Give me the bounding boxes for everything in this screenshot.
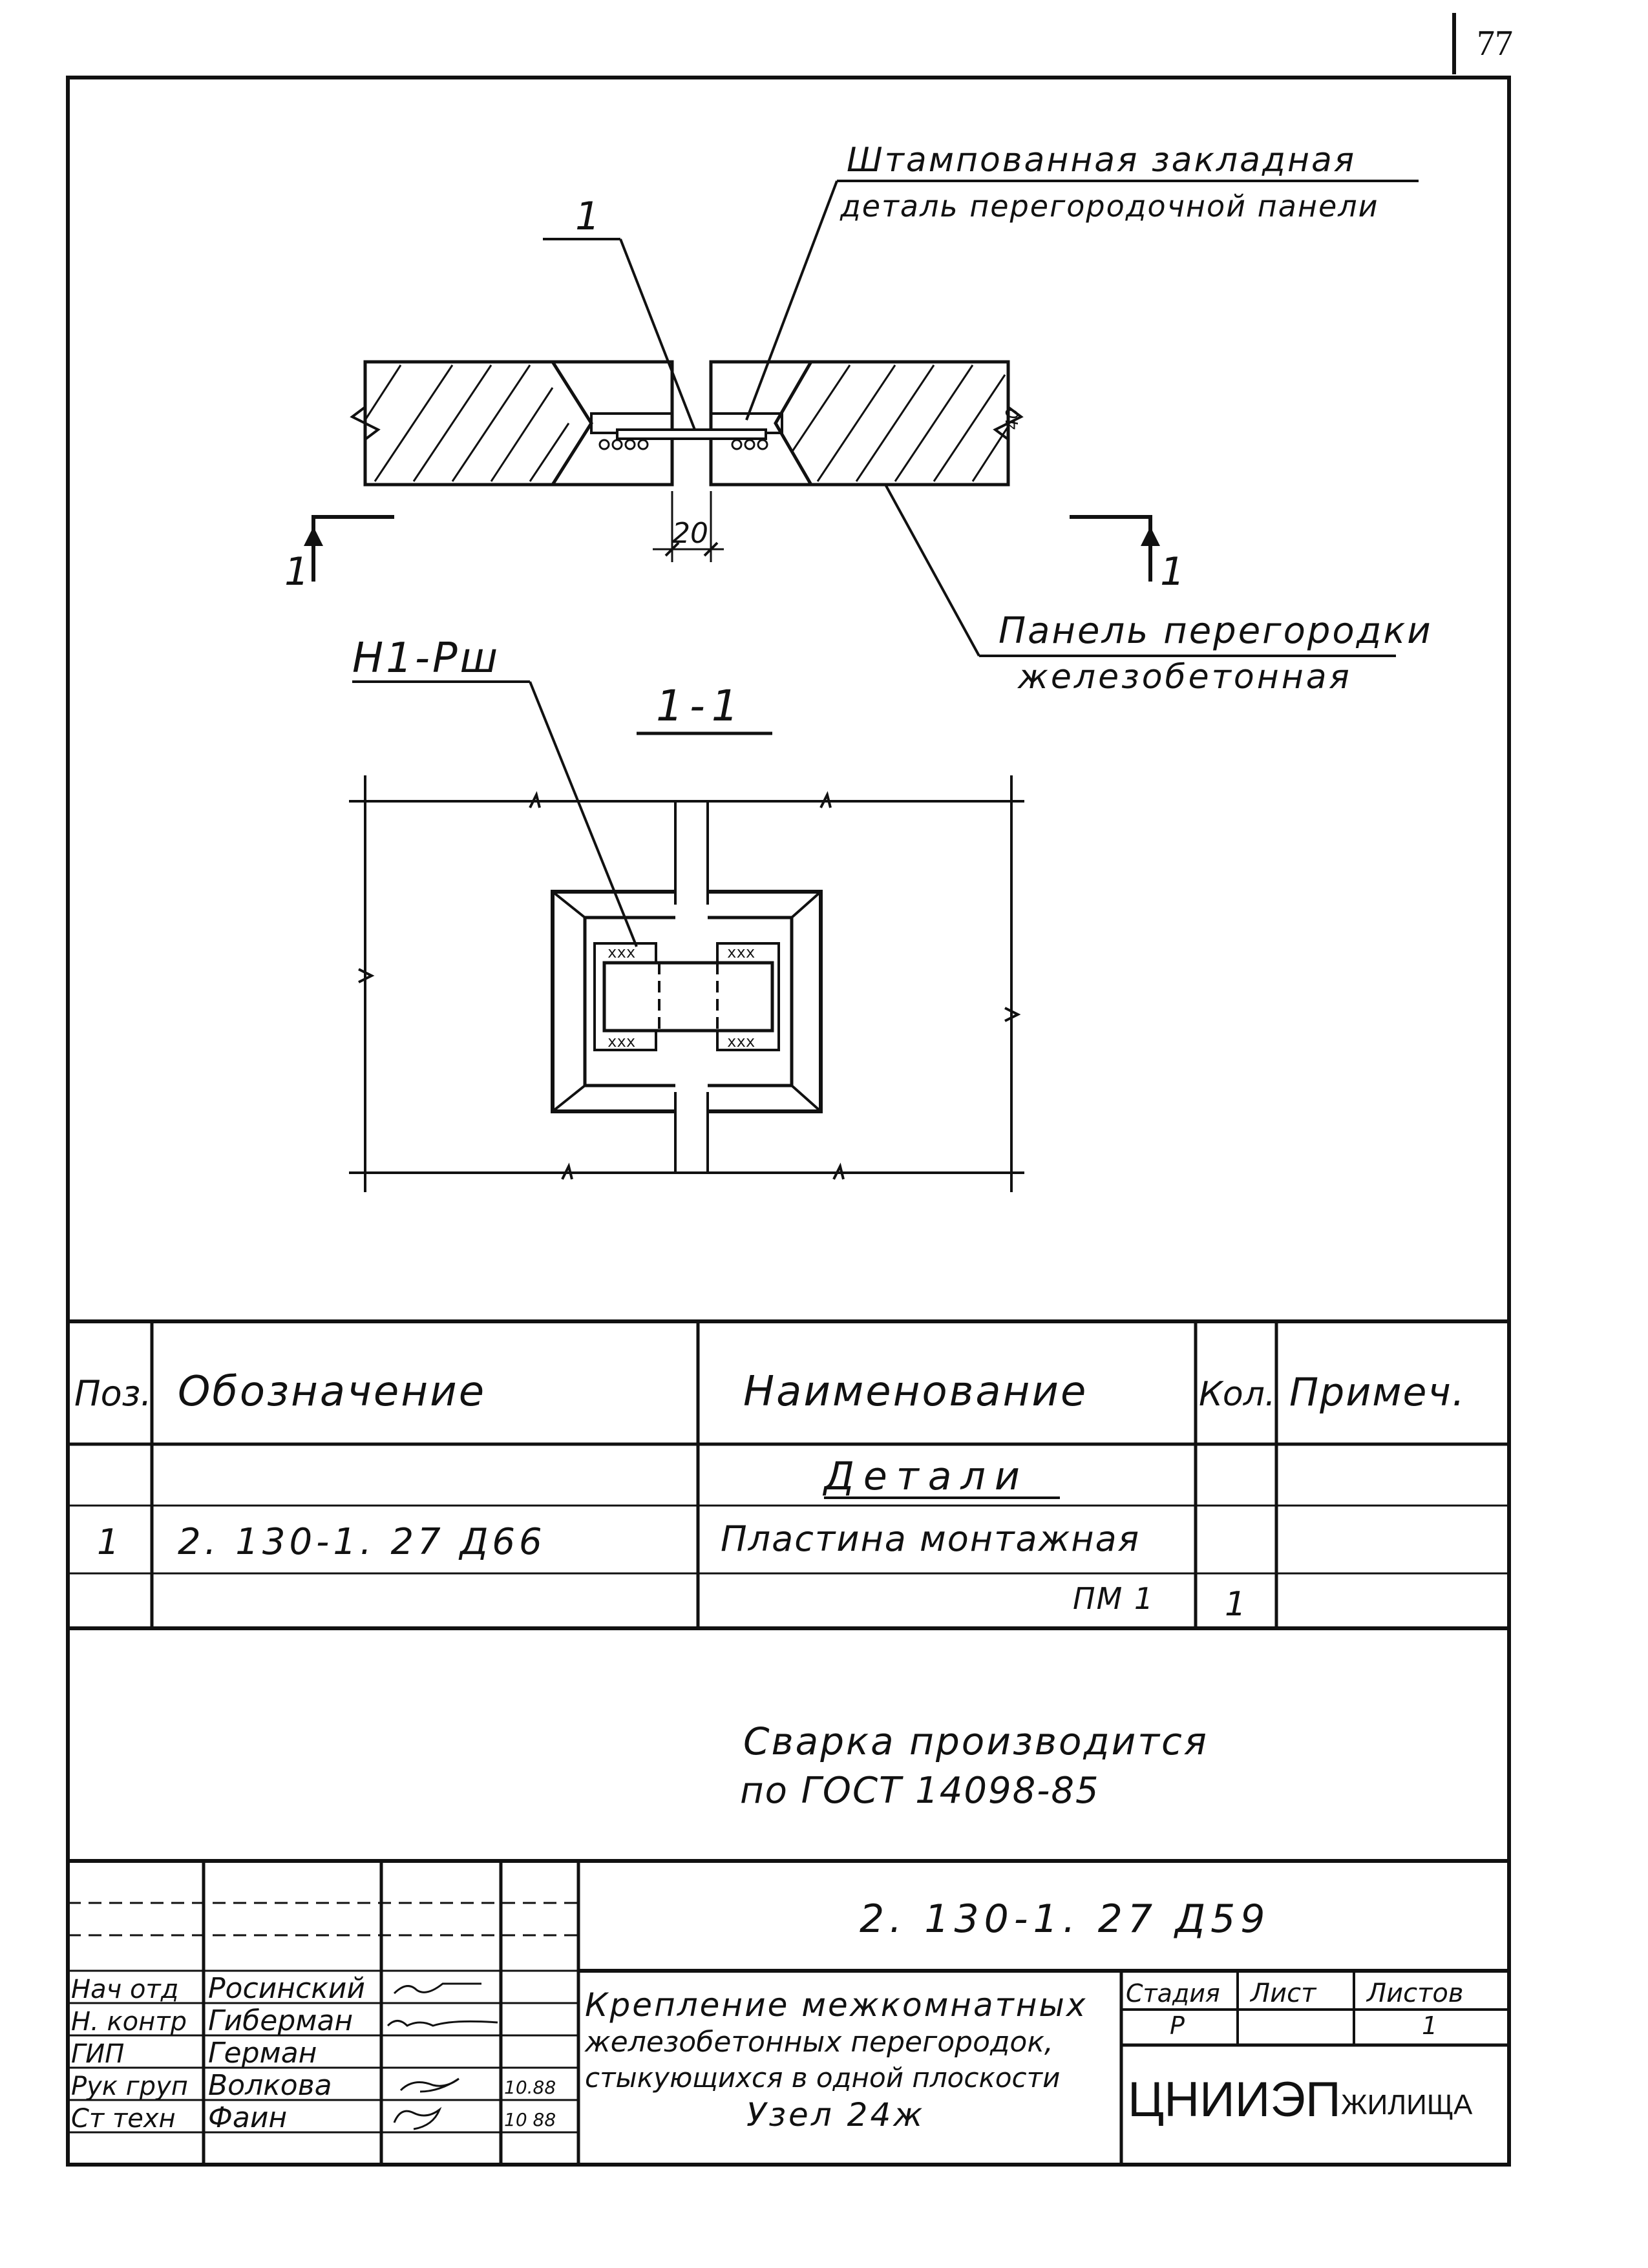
stage-value: Р: [1170, 2011, 1185, 2040]
section-mark-right: [1070, 517, 1150, 582]
stage-label: Стадия: [1126, 1979, 1220, 2008]
row-1-qty: 1: [1225, 1585, 1247, 1624]
col-header-pos: Поз.: [74, 1373, 152, 1414]
row-1-pos: 1: [97, 1522, 120, 1562]
arrow-right: [1141, 527, 1160, 546]
sheet-label: Лист: [1251, 1979, 1316, 2008]
weld-marks-tr: xxx: [727, 943, 755, 961]
dim-side-label: 40: [1003, 408, 1022, 430]
role-1: Нач отд: [71, 1975, 179, 2004]
callout-weld: Н1-Рш: [352, 635, 501, 682]
section-mark-right-label: 1: [1160, 549, 1185, 594]
role-4: Рук груп: [71, 2072, 188, 2101]
left-break-line: [352, 362, 378, 485]
title-line-1: Крепление межкомнатных: [585, 1986, 1088, 2024]
left-recess: [553, 362, 672, 485]
org-name: ЦНИИЭП: [1128, 2072, 1341, 2127]
sheets-label: Листов: [1367, 1979, 1464, 2008]
callout-pos: 1: [575, 194, 600, 239]
name-1: Росинский: [208, 1972, 365, 2005]
name-3: Герман: [208, 2037, 317, 2070]
name-4: Волкова: [208, 2069, 332, 2102]
spec-table: [68, 1321, 1509, 1628]
date-4: 10.88: [504, 2077, 556, 2098]
row-1-name: Пластина монтажная: [721, 1518, 1141, 1559]
doc-code: 2. 130-1. 27 Д59: [860, 1896, 1271, 1942]
callout-part: Штампованная закладная: [847, 141, 1357, 180]
section-plate: [604, 963, 772, 1031]
title-block: [68, 1861, 1509, 2165]
note-line-1: Сварка производится: [743, 1719, 1209, 1763]
arrow-left: [304, 527, 323, 546]
page-number: 77: [1477, 23, 1513, 63]
sheets-value: 1: [1422, 2011, 1438, 2040]
mounting-plate: [617, 430, 766, 439]
right-hatch: [792, 365, 1008, 481]
callout-panel: Панель перегородки: [998, 610, 1433, 652]
section-mark-left-label: 1: [284, 549, 310, 594]
col-header-designation: Обозначение: [178, 1368, 487, 1416]
col-header-note: Примеч.: [1289, 1370, 1466, 1415]
section-label: Детали: [824, 1454, 1029, 1499]
signatures: [388, 1984, 498, 2129]
org-name-2: ЖИЛИЩА: [1341, 2089, 1473, 2121]
plan-drawing: [284, 141, 1433, 697]
note: [740, 1719, 1209, 1812]
weld-marks-br: xxx: [727, 1033, 755, 1051]
weld-marks-bl: xxx: [607, 1033, 636, 1051]
title-line-4: Узел 24ж: [746, 2096, 925, 2134]
section-title: 1-1: [656, 681, 745, 731]
row-1-name-2: ПМ 1: [1073, 1581, 1155, 1616]
note-line-2: по ГОСТ 14098-85: [740, 1770, 1100, 1812]
title-line-2: железобетонных перегородок,: [585, 2026, 1053, 2059]
date-5: 10 88: [504, 2109, 556, 2130]
section-drawing: [349, 635, 1024, 1192]
role-5: Ст техн: [71, 2104, 176, 2134]
name-2: Гиберман: [208, 2004, 354, 2037]
role-3: ГИП: [71, 2039, 125, 2069]
callout-part-2: деталь перегородочной панели: [840, 189, 1379, 224]
title-line-3: стыкующихся в одной плоскости: [585, 2062, 1061, 2094]
callout-panel-2: железобетонная: [1018, 658, 1352, 697]
col-header-name: Наименование: [743, 1368, 1088, 1416]
name-5: Фаин: [208, 2101, 288, 2134]
weld-marks-tl: xxx: [607, 943, 636, 961]
section-mark-left: [313, 517, 394, 582]
dim-gap-label: 20: [672, 517, 708, 550]
col-header-qty: Кол.: [1199, 1375, 1276, 1414]
left-hatch: [365, 365, 569, 481]
row-1-designation: 2. 130-1. 27 Д66: [178, 1521, 546, 1563]
role-2: Н. контр: [71, 2007, 187, 2037]
